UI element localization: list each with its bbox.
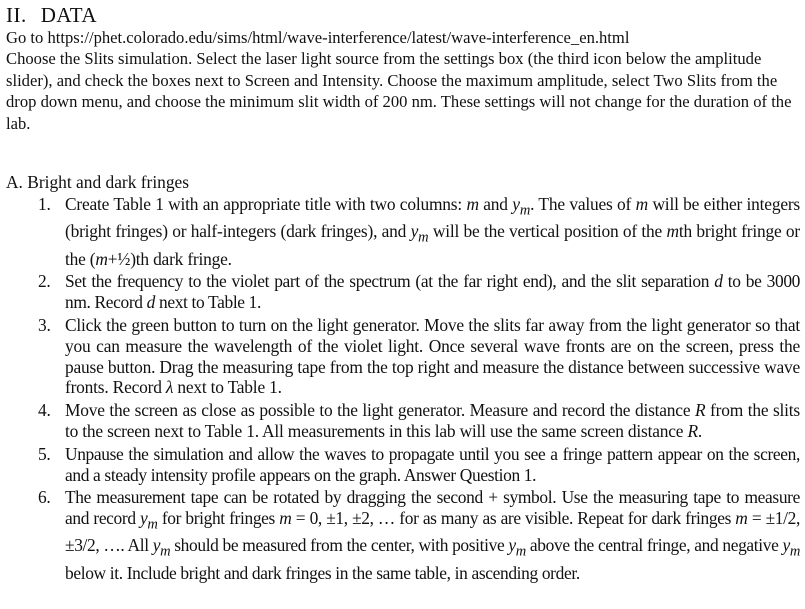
step-text: . [697, 420, 703, 441]
step-number: 3. [38, 314, 51, 335]
step-text: . The values of [530, 194, 636, 214]
step-text: = ±1/2, ±3/2, …. All [65, 508, 800, 556]
step-text: should be measured from the center, with positive [170, 535, 509, 556]
heading-title: DATA [40, 3, 98, 27]
math-var: m [635, 194, 648, 214]
math-sub: m [515, 543, 526, 560]
math-var: λ [165, 377, 174, 398]
math-var: d [714, 271, 723, 292]
step-item-4 [0, 400, 805, 442]
step-text: next to Table 1. [155, 292, 262, 313]
step-text: will be the vertical position of the [428, 221, 667, 242]
step-item-1 [0, 194, 805, 269]
step-number: 1. [38, 194, 51, 214]
intro-paragraph [6, 27, 798, 134]
math-var: y [140, 508, 148, 529]
step-text: above the central fringe, and negative [525, 535, 783, 556]
steps-list [0, 194, 805, 585]
math-var: d [146, 292, 155, 313]
math-sub: m [160, 543, 171, 560]
step-text: Create Table 1 with an appropriate title with two columns: [65, 194, 467, 214]
math-var: R [687, 420, 698, 441]
math-var: y [410, 221, 419, 242]
step-text: Unpause the simulation and allow the waves to propagate until you see a fringe pattern appear on the screen, and a steady intensity profile appears on the graph. Answer Question 1. [65, 443, 800, 485]
step-text: to be 3000 nm. Record [65, 271, 801, 313]
step-text: +½)th dark fringe. [107, 248, 232, 269]
math-var: m [466, 194, 479, 214]
step-text: The measurement tape can be rotated by dragging the second + symbol. Use the measuring tape to measure and record [65, 487, 800, 529]
step-text: below it. Include bright and dark fringes in the same table, in ascending order. [65, 562, 580, 583]
section-heading [6, 3, 97, 27]
step-number: 2. [38, 271, 51, 292]
math-var: m [666, 221, 679, 242]
step-text: from the slits to the screen next to Table 1. All measurements in this lab will use the same screen distance [65, 400, 800, 441]
math-sub: m [519, 202, 531, 219]
math-sub: m [789, 543, 801, 560]
subsection-title: A. Bright and dark fringes [6, 172, 190, 192]
math-var: y [152, 535, 161, 556]
step-item-2 [0, 271, 805, 313]
step-number: 5. [38, 443, 51, 464]
math-sub: m [147, 516, 158, 533]
step-text: for bright fringes [157, 508, 280, 529]
step-text: Move the screen as close as possible to the light generator. Measure and record the distance [65, 400, 695, 421]
math-var: y [508, 535, 516, 556]
math-var: m [279, 508, 292, 529]
step-number: 6. [38, 487, 51, 508]
step-item-6 [0, 487, 805, 583]
step-number: 4. [38, 400, 51, 421]
step-text: Set the frequency to the violet part of the spectrum (at the far right end), and the slit separation [65, 271, 715, 292]
step-text: and [478, 194, 513, 214]
math-sub: m [418, 229, 429, 246]
math-var: m [735, 508, 748, 529]
step-item-3 [0, 315, 805, 398]
step-text: Click the green button to turn on the light generator. Move the slits far away from the light generator so that you can measure the wavelength of the violet light. Once several wave fronts are on the screen, press the pause button. Drag the measuring tape from the top right and measure the distance between successive wave fronts. Record [65, 314, 800, 398]
step-text: th bright fringe or the ( [65, 221, 800, 269]
setup-instructions: Choose the Slits simulation. Select the laser light source from the settings box (the third icon below the amplitude slider), and check the boxes next to Screen and Intensity. Choose the maximum amplitude, select Two Slits from the drop down menu, and choose the minimum slit width of 200 nm. These settings will not change for the duration of the lab. [6, 49, 792, 133]
math-var: y [512, 194, 520, 214]
math-var: y [782, 535, 790, 556]
math-var: m [95, 248, 108, 269]
step-text: next to Table 1. [173, 377, 282, 398]
step-text: = 0, ±1, ±2, … for as many as are visible. Repeat for dark fringes [291, 508, 736, 529]
step-item-5 [0, 444, 805, 486]
math-var: R [694, 400, 706, 421]
heading-number: II. [6, 3, 27, 27]
step-text: will be either integers (bright fringes) or half-integers (dark fringes), and [65, 194, 800, 242]
simulation-url-line: Go to https://phet.colorado.edu/sims/html/wave-interference/latest/wave-interference_en.html [6, 28, 630, 47]
